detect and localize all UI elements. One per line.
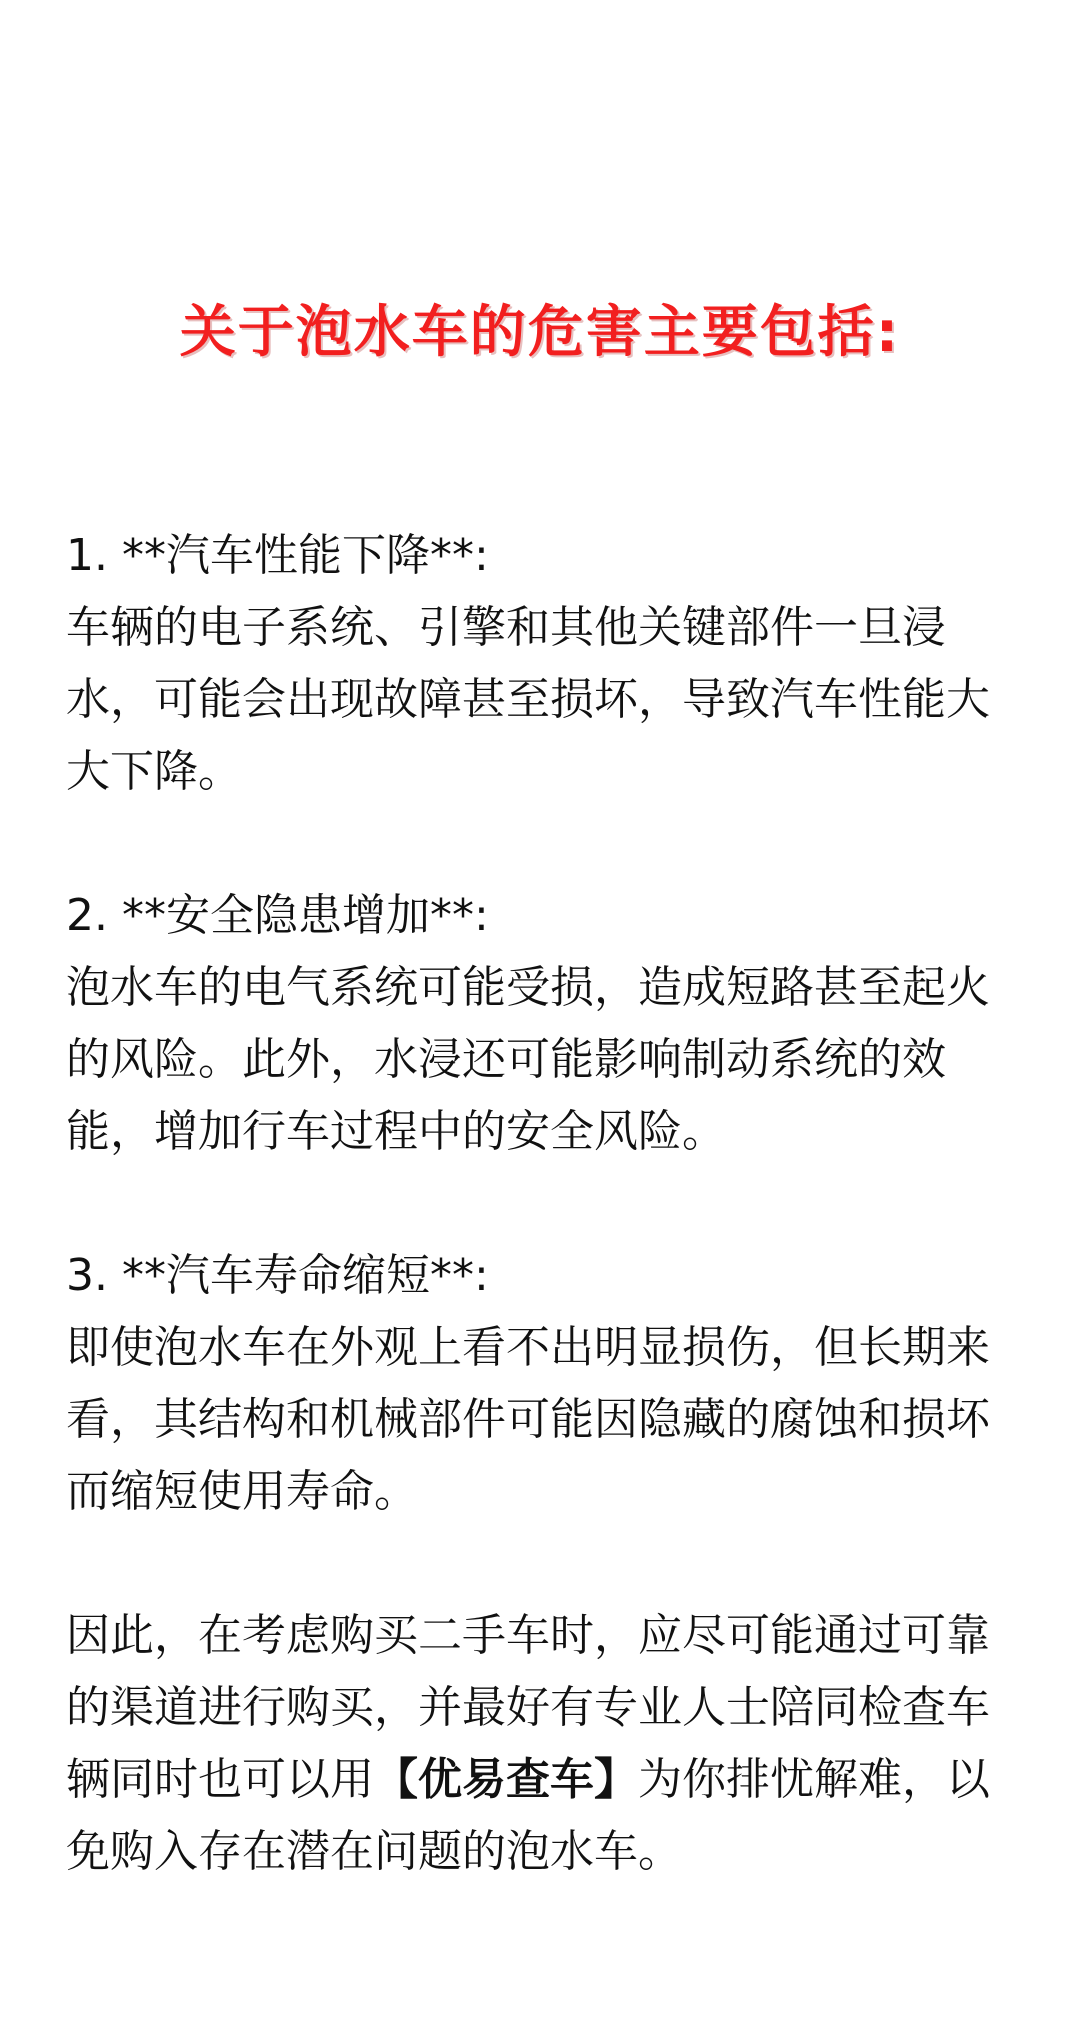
conclusion-after: 为你排忧解难，以免购入存在潜在问题的泡水车。 bbox=[66, 1754, 990, 1877]
section-heading: 1. **汽车性能下降**: bbox=[66, 530, 489, 581]
conclusion-paragraph bbox=[66, 1600, 1016, 1888]
page-title: 关于泡水车的危害主要包括: bbox=[179, 300, 901, 365]
section-heading: 3. **汽车寿命缩短**: bbox=[66, 1250, 489, 1301]
brand-name: 【优易查车】 bbox=[374, 1754, 638, 1805]
article-content bbox=[66, 520, 1016, 1960]
conclusion-before: 因此，在考虑购买二手车时，应尽可能通过可靠的渠道进行购买，并最好有专业人士陪同检查车辆同时也可以用 bbox=[66, 1610, 990, 1805]
section-body: 车辆的电子系统、引擎和其他关键部件一旦浸水，可能会出现故障甚至损坏，导致汽车性能大大下降。 bbox=[66, 602, 990, 797]
section-safety bbox=[66, 880, 1016, 1168]
conclusion-text bbox=[66, 1600, 1016, 1888]
section-body: 泡水车的电气系统可能受损，造成短路甚至起火的风险。此外，水浸还可能影响制动系统的效能，增加行车过程中的安全风险。 bbox=[66, 962, 990, 1157]
section-body: 即使泡水车在外观上看不出明显损伤，但长期来看，其结构和机械部件可能因隐藏的腐蚀和损坏而缩短使用寿命。 bbox=[66, 1322, 990, 1517]
section-lifespan bbox=[66, 1240, 1016, 1528]
section-heading: 2. **安全隐患增加**: bbox=[66, 890, 489, 941]
section-performance bbox=[66, 520, 1016, 808]
